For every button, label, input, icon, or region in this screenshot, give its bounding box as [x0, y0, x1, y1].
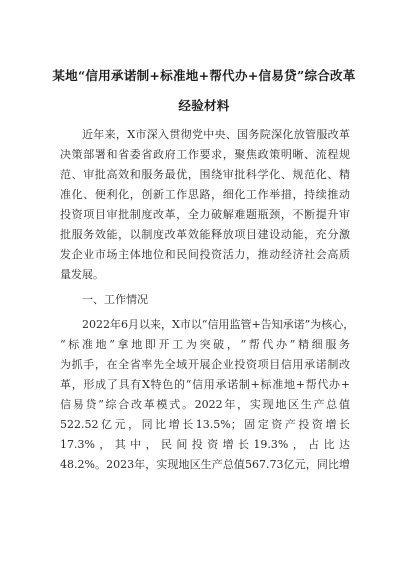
paragraph-line: 范、审批高效和服务最优，围绕审批科学化、规范化、精	[60, 168, 350, 181]
paragraph-line: “标准地”拿地即开工为突破，“帮代办”精细服务	[60, 338, 350, 351]
paragraph-line: 2022年6月以来，X市以“信用监管+告知承诺”为核心，	[82, 318, 355, 331]
document-title-line-1: 某地“信用承诺制+标准地+帮代办+信易贷”综合改革	[52, 68, 356, 83]
paragraph-line: 准化、便利化，创新工作思路，细化工作举措，持续推动	[60, 188, 350, 201]
paragraph-line: 17.3%，其中，民间投资增长19.3%，占比达	[60, 438, 350, 451]
paragraph-line: 为抓手，在全省率先全域开展企业投资项目信用承诺制改	[60, 358, 350, 371]
paragraph-line: 批服务效能，以制度改革效能释放项目建设动能，充分激	[60, 228, 350, 241]
paragraph-line: 革，形成了具有X特色的“信用承诺制+标准地+帮代办+	[60, 378, 350, 391]
paragraph-line: 发企业市场主体地位和民间投资活力，推动经济社会高质	[60, 248, 350, 261]
document-title-line-2: 经验材料	[178, 98, 230, 113]
paragraph-line: 信易贷”综合改革模式。2022年，实现地区生产总值	[60, 398, 350, 411]
paragraph-line: 量发展。	[60, 268, 104, 281]
section-heading: 一、工作情况	[82, 293, 148, 306]
paragraph-line: 决策部署和省委省政府工作要求，聚焦政策明晰、流程规	[60, 148, 350, 161]
paragraph-line: 48.2%。2023年，实现地区生产总值567.73亿元，同比增	[60, 458, 350, 471]
paragraph-line: 投资项目审批制度改革，全力破解难题瓶颈，不断提升审	[60, 208, 350, 221]
paragraph-line: 近年来，X市深入贯彻党中央、国务院深化放管服改革	[82, 128, 350, 141]
paragraph-line: 522.52亿元，同比增长13.5%；固定资产投资增长	[60, 418, 350, 431]
